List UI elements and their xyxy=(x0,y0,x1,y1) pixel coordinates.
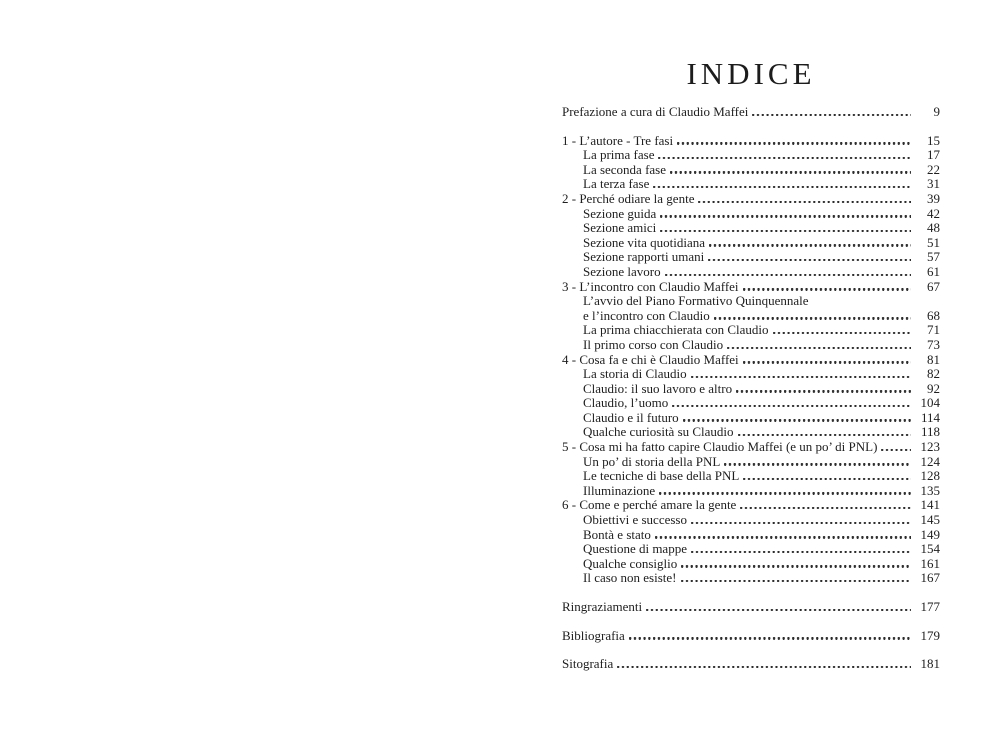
leader-dots xyxy=(617,666,911,668)
leader-dots xyxy=(743,361,911,363)
leader-dots xyxy=(681,565,911,567)
leader-dots xyxy=(724,463,911,465)
toc-entry-page: 179 xyxy=(920,627,940,643)
toc-entry xyxy=(562,221,940,236)
toc-entry-label: Le tecniche di base della PNL xyxy=(583,468,740,484)
toc-entry-label: L’avvio del Piano Formativo Quinquennale xyxy=(583,293,809,309)
toc-entry-label: Prefazione a cura di Claudio Maffei xyxy=(562,104,749,119)
leader-dots xyxy=(708,259,911,261)
toc-entry xyxy=(562,600,940,615)
toc-entry-label: 5 - Cosa mi ha fatto capire Claudio Maffei (e un po’ di PNL) xyxy=(562,439,878,455)
toc-entry-label: Bibliografia xyxy=(562,627,625,643)
leader-dots xyxy=(670,171,911,173)
leader-dots xyxy=(740,507,911,509)
toc-entry-page: 48 xyxy=(927,220,940,236)
toc-entry xyxy=(562,542,940,557)
toc-list xyxy=(562,105,940,672)
toc-entry xyxy=(562,411,940,426)
toc-entry-label: 4 - Cosa fa e chi è Claudio Maffei xyxy=(562,351,739,367)
leader-dots xyxy=(736,390,911,392)
leader-dots xyxy=(646,609,911,611)
toc-entry-label: Claudio e il futuro xyxy=(583,409,679,425)
toc-entry-page: 81 xyxy=(927,351,940,367)
toc-entry-label: Sezione lavoro xyxy=(583,263,661,279)
toc-entry xyxy=(562,163,940,178)
leader-dots xyxy=(665,274,911,276)
toc-entry-page: 145 xyxy=(920,512,940,528)
toc-entry-label: Bontà e stato xyxy=(583,526,651,542)
toc-entry xyxy=(562,134,940,149)
toc-entry xyxy=(562,309,940,324)
toc-entry-page: 161 xyxy=(920,555,940,571)
toc-entry-label: Questione di mappe xyxy=(583,541,687,557)
toc-entry-page: 73 xyxy=(927,336,940,352)
toc-entry xyxy=(562,250,940,265)
toc-entry xyxy=(562,528,940,543)
toc-entry-page: 181 xyxy=(920,656,940,672)
leader-dots xyxy=(738,434,911,436)
toc-entry-page: 31 xyxy=(927,176,940,192)
toc-entry-label: Sezione vita quotidiana xyxy=(583,234,706,250)
toc-entry-label: Il caso non esiste! xyxy=(583,570,677,586)
toc-entry xyxy=(562,294,940,309)
toc-entry xyxy=(562,236,940,251)
toc-entry xyxy=(562,629,940,644)
toc-entry-label: 3 - L’incontro con Claudio Maffei xyxy=(562,278,739,294)
toc-entry-label: Illuminazione xyxy=(583,482,656,498)
toc-entry xyxy=(562,280,940,295)
leader-dots xyxy=(714,317,911,319)
toc-entry-page: 118 xyxy=(920,424,940,440)
toc-entry-page: 15 xyxy=(927,132,940,148)
toc-entry-page: 71 xyxy=(927,322,940,338)
leader-dots xyxy=(653,186,911,188)
toc-entry-label: Qualche consiglio xyxy=(583,555,678,571)
toc-entry-label: Sitografia xyxy=(562,656,614,672)
leader-dots xyxy=(691,376,911,378)
leader-dots xyxy=(677,142,911,144)
toc-entry-label: Il primo corso con Claudio xyxy=(583,336,724,352)
toc-entry-page: 177 xyxy=(920,599,940,614)
toc-entry-label: 6 - Come e perché amare la gente xyxy=(562,497,737,513)
toc-entry-label: Un po’ di storia della PNL xyxy=(583,453,721,469)
toc-entry xyxy=(562,105,940,120)
toc-entry-page: 135 xyxy=(920,482,940,498)
leader-dots xyxy=(660,230,911,232)
toc-entry xyxy=(562,469,940,484)
toc-entry-page: 104 xyxy=(920,395,940,411)
toc-entry xyxy=(562,192,940,207)
toc-entry-page: 67 xyxy=(927,278,940,294)
toc-entry xyxy=(562,557,940,572)
toc-entry-label: Claudio: il suo lavoro e altro xyxy=(583,380,733,396)
toc-entry-page: 61 xyxy=(927,263,940,279)
leader-dots xyxy=(727,347,911,349)
toc-entry-label: La prima fase xyxy=(583,147,655,163)
toc-content xyxy=(562,56,940,672)
leader-dots xyxy=(773,332,911,334)
toc-entry xyxy=(562,265,940,280)
toc-entry-page: 22 xyxy=(927,161,940,177)
toc-entry-page: 114 xyxy=(920,409,940,425)
leader-dots xyxy=(743,288,911,290)
toc-entry-page: 141 xyxy=(920,497,940,513)
leader-dots xyxy=(691,551,911,553)
toc-entry xyxy=(562,513,940,528)
toc-entry xyxy=(562,484,940,499)
toc-entry-label: Sezione amici xyxy=(583,220,657,236)
leader-dots xyxy=(655,536,911,538)
toc-entry-label: Sezione guida xyxy=(583,205,657,221)
toc-entry-page: 42 xyxy=(927,205,940,221)
page-title: INDICE xyxy=(686,56,816,91)
toc-entry-page: 123 xyxy=(920,439,940,455)
toc-entry-page: 128 xyxy=(920,468,940,484)
toc-entry-label: Qualche curiosità su Claudio xyxy=(583,424,734,440)
leader-dots xyxy=(659,492,911,494)
toc-entry xyxy=(562,148,940,163)
toc-entry-page: 68 xyxy=(927,307,940,323)
toc-entry-label: 1 - L’autore - Tre fasi xyxy=(562,132,674,148)
toc-entry-label: Claudio, l’uomo xyxy=(583,395,669,411)
toc-entry-label: Ringraziamenti xyxy=(562,599,643,614)
toc-entry-label: La prima chiacchierata con Claudio xyxy=(583,322,769,338)
toc-entry xyxy=(562,323,940,338)
toc-entry-page: 9 xyxy=(933,104,940,119)
toc-entry xyxy=(562,440,940,455)
toc-entry xyxy=(562,657,940,672)
toc-entry-page: 154 xyxy=(920,541,940,557)
toc-entry xyxy=(562,498,940,513)
toc-entry-label: e l’incontro con Claudio xyxy=(583,307,710,323)
toc-entry xyxy=(562,571,940,586)
toc-entry xyxy=(562,425,940,440)
toc-entry xyxy=(562,382,940,397)
toc-entry-page: 167 xyxy=(920,570,940,586)
toc-entry-label: La storia di Claudio xyxy=(583,366,687,382)
leader-dots xyxy=(681,580,911,582)
leader-dots xyxy=(881,449,911,451)
toc-entry xyxy=(562,367,940,382)
leader-dots xyxy=(691,522,911,524)
toc-entry xyxy=(562,177,940,192)
leader-dots xyxy=(743,478,911,480)
toc-entry xyxy=(562,207,940,222)
toc-entry xyxy=(562,455,940,470)
leader-dots xyxy=(752,114,911,116)
toc-entry-page: 57 xyxy=(927,249,940,265)
leader-dots xyxy=(658,157,911,159)
leader-dots xyxy=(660,215,911,217)
toc-entry-label: Sezione rapporti umani xyxy=(583,249,705,265)
toc-entry-page: 17 xyxy=(927,147,940,163)
toc-entry-page: 124 xyxy=(920,453,940,469)
toc-entry xyxy=(562,338,940,353)
toc-entry-label: La terza fase xyxy=(583,176,650,192)
toc-entry-page: 149 xyxy=(920,526,940,542)
toc-entry-label: Obiettivi e successo xyxy=(583,512,687,528)
leader-dots xyxy=(672,405,911,407)
toc-entry-label: La seconda fase xyxy=(583,161,667,177)
toc-entry-label: 2 - Perché odiare la gente xyxy=(562,190,695,206)
toc-entry-page: 39 xyxy=(927,190,940,206)
toc-entry-page: 82 xyxy=(927,366,940,382)
leader-dots xyxy=(683,419,911,421)
leader-dots xyxy=(698,201,911,203)
toc-entry xyxy=(562,353,940,368)
leader-dots xyxy=(629,637,911,639)
leader-dots xyxy=(709,244,911,246)
toc-entry xyxy=(562,396,940,411)
toc-entry-page: 92 xyxy=(927,380,940,396)
toc-entry-page: 51 xyxy=(927,234,940,250)
